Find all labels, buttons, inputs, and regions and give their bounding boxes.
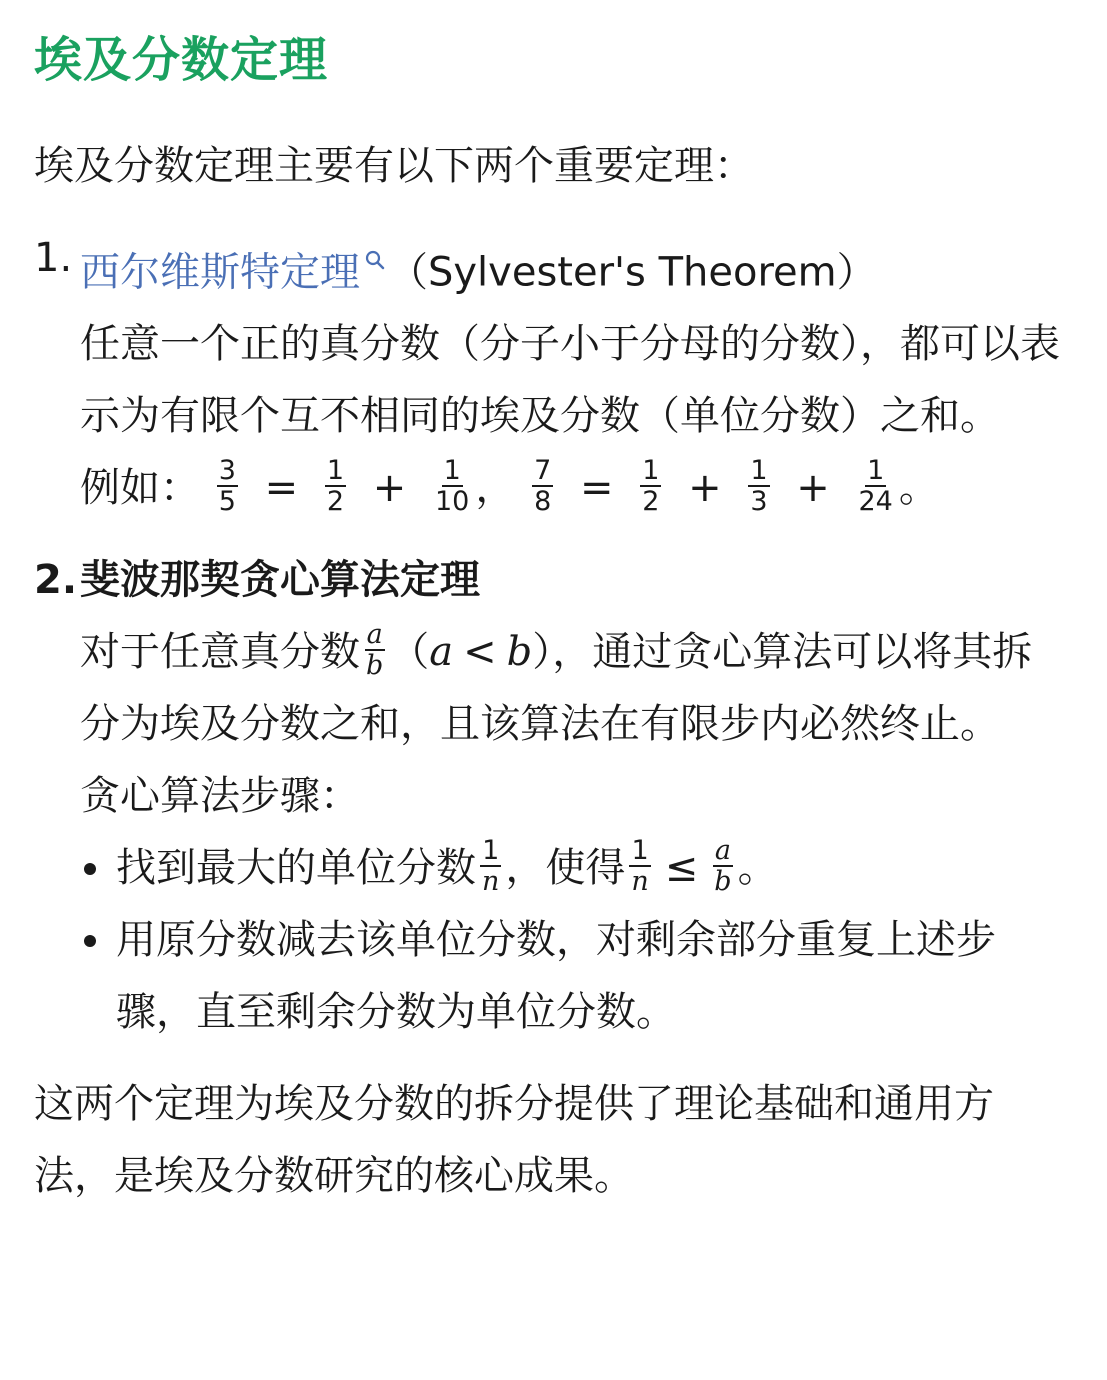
fraction: $\frac{3}{5}$ <box>218 455 236 518</box>
example-label: 例如： <box>80 465 200 512</box>
equals-sign: = <box>264 465 299 512</box>
plus-sign: + <box>372 465 407 512</box>
plus-sign: + <box>688 465 722 512</box>
theorem-2-heading: 斐波那契贪心算法定理 <box>80 557 480 604</box>
fraction: $\frac{1}{n}$ <box>631 835 649 898</box>
plus-sign: + <box>796 465 830 512</box>
page-title: 埃及分数定理 <box>34 32 329 88</box>
fraction: $\frac{1}{10}$ <box>435 455 470 518</box>
fraction: $\frac{a}{b}$ <box>714 835 732 898</box>
search-icon[interactable] <box>364 222 386 294</box>
fraction: $\frac{1}{2}$ <box>642 455 660 518</box>
theorem-1 <box>34 222 1067 524</box>
theorem-2-statement: 对于任意真分数 $\frac{a}{b}$ （a < b），通过贪心算法可以将其拆分为埃及分数之和，且该算法在有限步内必然终止。 <box>80 619 1033 748</box>
separator: ， <box>475 465 516 512</box>
theorem-1-statement: 任意一个正的真分数（分子小于分母的分数），都可以表示为有限个互不相同的埃及分数（单位分数）之和。 <box>80 321 1060 440</box>
steps-label: 贪心算法步骤： <box>80 773 360 820</box>
fraction: $\frac{1}{n}$ <box>482 835 500 898</box>
steps-list <box>80 832 1067 1048</box>
list-number: 1. <box>34 235 73 281</box>
theorem-1-heading <box>80 222 1067 308</box>
fraction: $\frac{7}{8}$ <box>534 455 552 518</box>
list-item: 找到最大的单位分数 $\frac{1}{n}$ ，使得 $\frac{1}{n}$ ≤ $\frac{a}{b}$ 。 <box>80 832 1067 904</box>
fraction: $\frac{1}{2}$ <box>326 455 345 518</box>
theorem-2-body <box>80 544 1067 1048</box>
fraction: $\frac{a}{b}$ <box>366 619 384 682</box>
equals-sign: = <box>579 465 614 512</box>
theorem-1-english-name: （Sylvester's Theorem） <box>388 249 877 296</box>
fraction: $\frac{1}{24}$ <box>858 455 893 518</box>
theorem-1-example <box>80 452 1067 524</box>
list-number: 2. <box>34 557 78 604</box>
theorem-1-link[interactable]: 西尔维斯特定理 <box>80 249 360 296</box>
list-item: 用原分数减去该单位分数，对剩余部分重复上述步骤，直至剩余分数为单位分数。 <box>80 904 1067 1048</box>
fraction: $\frac{1}{3}$ <box>750 455 768 518</box>
theorem-1-body <box>80 222 1067 524</box>
intro-paragraph: 埃及分数定理主要有以下两个重要定理： <box>34 143 754 189</box>
theorem-2 <box>34 544 1067 1048</box>
period: 。 <box>898 465 939 512</box>
conclusion-paragraph: 这两个定理为埃及分数的拆分提供了理论基础和通用方法，是埃及分数研究的核心成果。 <box>34 1081 994 1200</box>
